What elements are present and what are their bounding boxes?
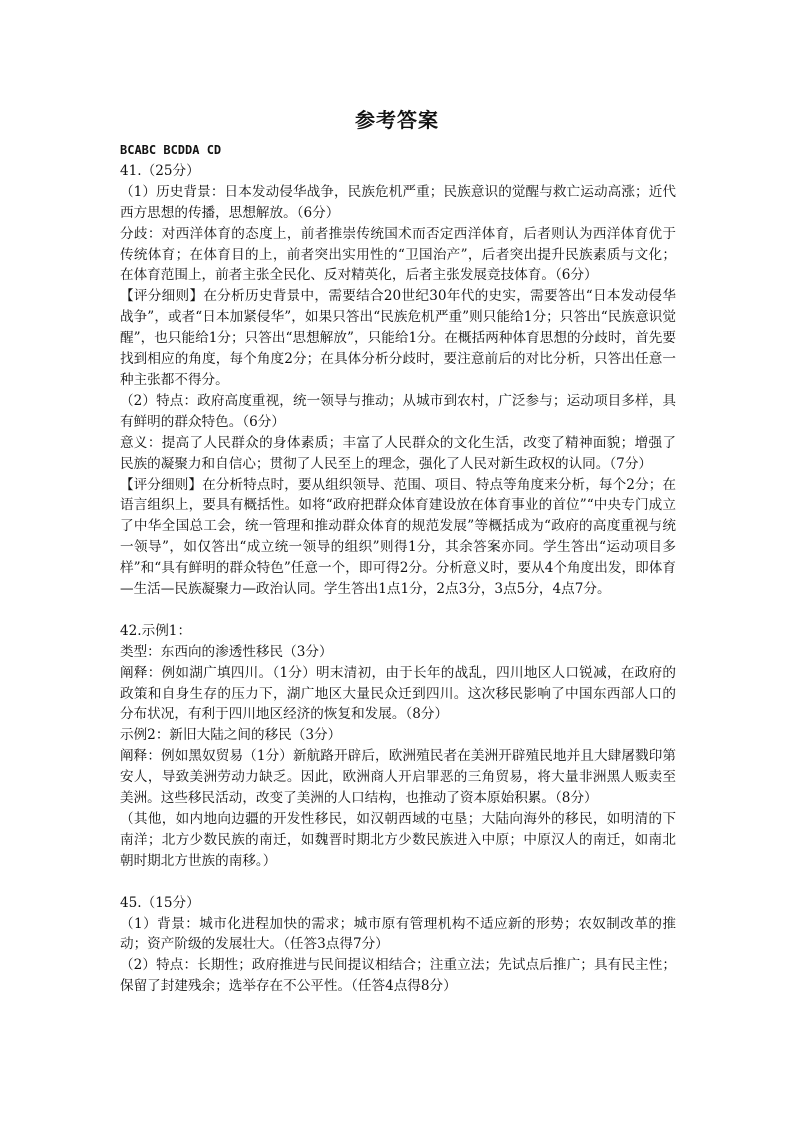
q42-heading: 42.示例1：	[120, 622, 192, 639]
choice-answers: BCABC BCDDA CD	[120, 143, 222, 157]
q41-heading: 41.（25分）	[120, 162, 200, 179]
spacer	[120, 600, 676, 621]
q42-others: （其他，如内地向边疆的开发性移民，如汉朝西域的屯垦；大陆向海外的移民，如明清的下南洋；北方少数民族的南迁，如魏晋时期北方少数民族进入中原；中原汉人的南迁，如南北朝时期北方世族的南移。）	[120, 810, 676, 869]
q41-features: （2）特点：政府高度重视，统一领导与推动；从城市到农村，广泛参与；运动项目多样，具有鲜明的群众特色。（6分）	[120, 392, 676, 430]
q42-explain-2: 阐释：例如黑奴贸易（1分）新航路开辟后，欧洲殖民者在美洲开辟殖民地并且大肆屠戮印第安人，导致美洲劳动力缺乏。因此，欧洲商人开启罪恶的三角贸易，将大量非洲黑人贩卖至美洲。这些移民活动，改变了美洲的人口结构，也推动了资本原始积累。（8分）	[120, 748, 676, 807]
answer-content	[120, 140, 676, 997]
q41-significance: 意义：提高了人民群众的身体素质；丰富了人民群众的文化生活，改变了精神面貌；增强了民族的凝聚力和自信心；贯彻了人民至上的理念，强化了人民对新生政权的认同。（7分）	[120, 434, 676, 472]
q42-type-1: 类型：东西向的渗透性移民（3分）	[120, 643, 333, 660]
q41-background: （1）历史背景：日本发动侵华战争，民族危机严重；民族意识的觉醒与救亡运动高涨；近代西方思想的传播，思想解放。（6分）	[120, 183, 676, 221]
q45-background: （1）背景：城市化进程加快的需求；城市原有管理机构不适应新的形势；农奴制改革的推动；资产阶级的发展壮大。（任答3点得7分）	[120, 915, 676, 953]
q41-divergence: 分歧：对西洋体育的态度上，前者推崇传统国术而否定西洋体育，后者则认为西洋体育优于传统体育；在体育目的上，前者突出实用性的“卫国治产”，后者突出提升民族素质与文化；在体育范围上，前者主张全民化、反对精英化，后者主张发展竞技体育。（6分）	[120, 225, 676, 284]
q42-explain-1: 阐释：例如湖广填四川。（1分）明末清初，由于长年的战乱，四川地区人口锐减，在政府的政策和自身生存的压力下，湖广地区大量民众迁到四川。这次移民影响了中国东西部人口的分布状况，有利于四川地区经济的恢复和发展。（8分）	[120, 664, 676, 723]
page-title: 参考答案	[355, 108, 439, 132]
q41-scoring-rules-2: 【评分细则】在分析特点时，要从组织领导、范围、项目、特点等角度来分析，每个2分；在语言组织上，要具有概括性。如将“政府把群众体育建设放在体育事业的首位”“中央专门成立了中华全国总工会，统一管理和推动群众体育的规范发展”等概括成为“政府的高度重视与统一领导”，如仅答出“成立统一领导的组织”则得1分，其余答案亦同。学生答出“运动项目多样”和“具有鲜明的群众特色”任意一个，即可得2分。分析意义时，要从4个角度出发，即体育—生活—民族凝聚力—政治认同。学生答出1点1分，2点3分，3点5分，4点7分。	[120, 476, 676, 598]
q41-scoring-rules-1: 【评分细则】在分析历史背景中，需要结合20世纪30年代的史实，需要答出“日本发动侵华战争”，或者“日本加紧侵华”，如果只答出“民族危机严重”则只能给1分；只答出“民族意识觉醒”，也只能给1分；只答出“思想解放”，只能给1分。在概括两种体育思想的分歧时，首先要找到相应的角度，每个角度2分；在具体分析分歧时，要注意前后的对比分析，只答出任意一种主张都不得分。	[120, 288, 676, 388]
q45-heading: 45.（15分）	[120, 894, 200, 911]
q45-features: （2）特点：长期性；政府推进与民间提议相结合；注重立法；先试点后推广；具有民主性；保留了封建残余；选举存在不公平性。（任答4点得8分）	[120, 957, 676, 995]
q42-example-2: 示例2：新旧大陆之间的移民（3分）	[120, 727, 342, 744]
spacer	[120, 872, 676, 893]
